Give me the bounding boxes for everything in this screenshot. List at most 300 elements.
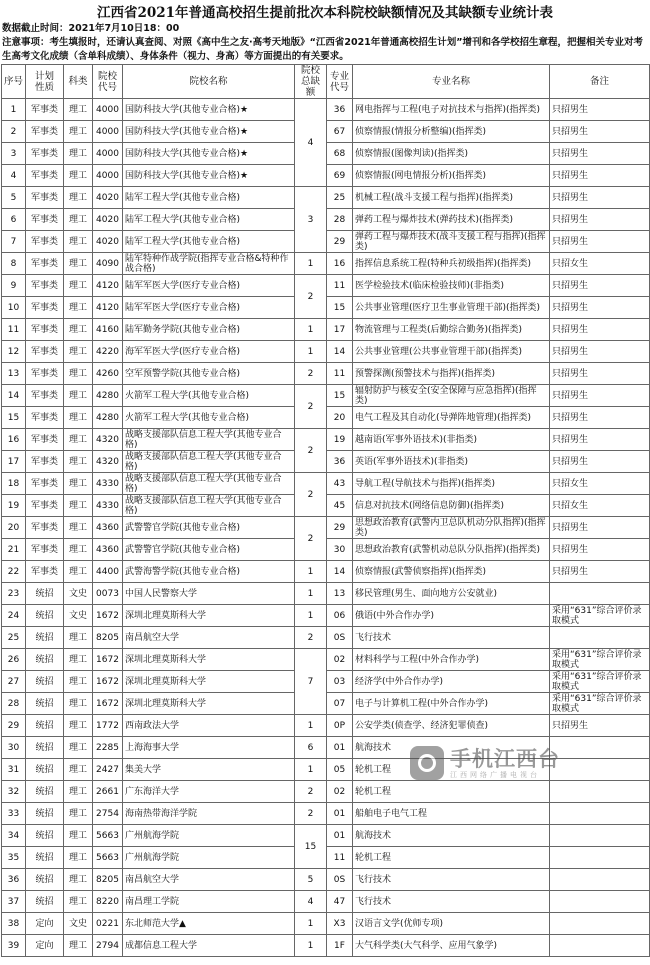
plan-nature: 军事类 [26,187,64,209]
subject-type: 理工 [64,781,93,803]
school-code: 4090 [93,253,123,275]
notice-text: 注意事项：考生填报时，还请认真查阅、对照《高中生之友·高考天地版》“江西省2021年普通高校招生计划”增刊和各学校招生章程，把握相关专业对考生高考文化成绩（含单科成绩）、身体条件（视力、身高）等方面提出的有关要求。 [2,37,644,62]
school-name: 陆军军医大学(医疗专业合格) [123,275,295,297]
major-code: 14 [327,561,353,583]
school-name: 国防科技大学(其他专业合格)★ [123,121,295,143]
school-code: 4320 [93,451,123,473]
remark: 只招男生 [550,429,650,451]
remark: 只招男生 [550,165,650,187]
table-row [2,627,650,649]
subject-type: 理工 [64,209,93,231]
major-code: 15 [327,385,353,407]
table-row [2,275,650,297]
row-no: 19 [2,495,26,517]
subject-type: 理工 [64,737,93,759]
watermark-title: 手机江西台 [450,746,560,771]
table-row [2,803,650,825]
remark [550,891,650,913]
subject-type: 理工 [64,649,93,671]
major-code: 43 [327,473,353,495]
data-deadline: 数据截止时间：2021年7月10日18：00 [2,23,180,34]
header-code: 院校 代号 [93,65,123,99]
school-name: 火箭军工程大学(其他专业合格) [123,407,295,429]
remark: 只招男生 [550,275,650,297]
row-no: 39 [2,935,26,957]
major-code: 1F [327,935,353,957]
subject-type: 理工 [64,165,93,187]
school-code: 4120 [93,297,123,319]
row-no: 13 [2,363,26,385]
subject-type: 理工 [64,627,93,649]
row-no: 36 [2,869,26,891]
table-row [2,891,650,913]
remark: 只招男生 [550,99,650,121]
school-total-vacancy: 5 [295,869,327,891]
school-name: 广州航海学院 [123,847,295,869]
plan-nature: 军事类 [26,231,64,253]
subject-type: 理工 [64,495,93,517]
major-name: 指挥信息系统工程(特种兵初级指挥)(指挥类) [353,253,550,275]
major-name: 航海技术 [353,825,550,847]
major-name: 导航工程(导航技术与指挥)(指挥类) [353,473,550,495]
major-name: 侦察情报(武警侦察指挥)(指挥类) [353,561,550,583]
table-row [2,737,650,759]
table-row [2,363,650,385]
major-name: 弹药工程与爆炸技术(弹药技术)(指挥类) [353,209,550,231]
table-row [2,649,650,671]
school-name: 陆军特种作战学院(指挥专业合格&特种作战合格) [123,253,295,275]
subject-type: 文史 [64,605,93,627]
school-name: 海南热带海洋学院 [123,803,295,825]
school-code: 5663 [93,847,123,869]
major-code: 11 [327,275,353,297]
school-total-vacancy: 4 [295,99,327,187]
row-no: 8 [2,253,26,275]
major-name: 网电指挥与工程(电子对抗技术与指挥)(指挥类) [353,99,550,121]
major-name: 轮机工程 [353,759,550,781]
plan-nature: 军事类 [26,451,64,473]
table-row [2,517,650,539]
school-code: 2285 [93,737,123,759]
row-no: 1 [2,99,26,121]
school-total-vacancy: 1 [295,583,327,605]
row-no: 5 [2,187,26,209]
subject-type: 理工 [64,385,93,407]
header-school: 院校名称 [123,65,295,99]
school-name: 陆军工程大学(其他专业合格) [123,187,295,209]
plan-nature: 统招 [26,891,64,913]
remark [550,913,650,935]
table-row [2,825,650,847]
major-code: 03 [327,671,353,693]
subject-type: 理工 [64,121,93,143]
remark: 采用“631”综合评价录取模式 [550,605,650,627]
major-code: 01 [327,803,353,825]
subject-type: 理工 [64,429,93,451]
remark: 只招男生 [550,539,650,561]
row-no: 37 [2,891,26,913]
row-no: 32 [2,781,26,803]
school-name: 东北师范大学▲ [123,913,295,935]
header-note: 备注 [550,65,650,99]
major-name: 英语(军事外语技术)(非指类) [353,451,550,473]
vacancy-table [1,64,650,957]
school-code: 4000 [93,121,123,143]
major-name: 公共事业管理(公共事业管理干部)(指挥类) [353,341,550,363]
school-name: 武警警官学院(其他专业合格) [123,517,295,539]
subject-type: 理工 [64,891,93,913]
plan-nature: 军事类 [26,385,64,407]
school-total-vacancy: 2 [295,429,327,473]
school-name: 国防科技大学(其他专业合格)★ [123,99,295,121]
school-total-vacancy: 4 [295,891,327,913]
major-code: 45 [327,495,353,517]
subject-type: 理工 [64,759,93,781]
major-name: 移民管理(男生、面向地方公安就业) [353,583,550,605]
table-row [2,759,650,781]
school-code: 0073 [93,583,123,605]
table-row [2,583,650,605]
school-total-vacancy: 1 [295,913,327,935]
table-row [2,605,650,627]
plan-nature: 军事类 [26,363,64,385]
header-subject: 科类 [64,65,93,99]
school-total-vacancy: 1 [295,561,327,583]
school-name: 空军预警学院(其他专业合格) [123,363,295,385]
major-code: 25 [327,187,353,209]
plan-nature: 军事类 [26,275,64,297]
remark [550,627,650,649]
plan-nature: 统招 [26,583,64,605]
remark: 采用“631”综合评价录取模式 [550,693,650,715]
table-row [2,99,650,121]
remark: 只招男生 [550,187,650,209]
plan-nature: 军事类 [26,209,64,231]
row-no: 16 [2,429,26,451]
table-row [2,561,650,583]
school-total-vacancy: 1 [295,253,327,275]
table-body [2,99,650,957]
major-code: 01 [327,825,353,847]
school-total-vacancy: 2 [295,275,327,319]
remark: 只招女生 [550,473,650,495]
school-total-vacancy: 1 [295,935,327,957]
remark: 只招女生 [550,495,650,517]
school-name: 深圳北理莫斯科大学 [123,605,295,627]
school-name: 中国人民警察大学 [123,583,295,605]
school-code: 4020 [93,187,123,209]
major-code: 69 [327,165,353,187]
remark: 只招男生 [550,297,650,319]
school-name: 火箭军工程大学(其他专业合格) [123,385,295,407]
major-code: 28 [327,209,353,231]
school-code: 4320 [93,429,123,451]
major-code: 02 [327,781,353,803]
remark [550,935,650,957]
remark: 只招男生 [550,231,650,253]
school-name: 武警警官学院(其他专业合格) [123,539,295,561]
school-code: 8220 [93,891,123,913]
major-code: 11 [327,363,353,385]
row-no: 7 [2,231,26,253]
school-code: 1672 [93,605,123,627]
major-name: 飞行技术 [353,869,550,891]
subject-type: 理工 [64,517,93,539]
major-name: 船舶电子电气工程 [353,803,550,825]
school-name: 战略支援部队信息工程大学(其他专业合格) [123,451,295,473]
school-code: 1672 [93,649,123,671]
school-total-vacancy: 2 [295,781,327,803]
school-code: 4160 [93,319,123,341]
school-code: 4020 [93,231,123,253]
school-total-vacancy: 1 [295,319,327,341]
major-name: 俄语(中外合作办学) [353,605,550,627]
school-code: 8205 [93,869,123,891]
school-total-vacancy: 6 [295,737,327,759]
school-total-vacancy: 1 [295,759,327,781]
remark: 只招男生 [550,715,650,737]
row-no: 29 [2,715,26,737]
major-name: 预警探测(预警技术与指挥)(指挥类) [353,363,550,385]
school-name: 战略支援部队信息工程大学(其他专业合格) [123,495,295,517]
major-name: 医学检验技术(临床检验技师)(非指类) [353,275,550,297]
subject-type: 理工 [64,319,93,341]
major-code: 67 [327,121,353,143]
school-name: 海军军医大学(医疗专业合格) [123,341,295,363]
subject-type: 理工 [64,297,93,319]
row-no: 30 [2,737,26,759]
subject-type: 理工 [64,825,93,847]
table-row [2,913,650,935]
table-row [2,473,650,495]
table-row [2,715,650,737]
row-no: 18 [2,473,26,495]
subject-type: 理工 [64,407,93,429]
subject-type: 文史 [64,913,93,935]
school-name: 陆军军医大学(医疗专业合格) [123,297,295,319]
school-name: 战略支援部队信息工程大学(其他专业合格) [123,473,295,495]
major-name: 侦察情报(图像判读)(指挥类) [353,143,550,165]
plan-nature: 军事类 [26,165,64,187]
school-code: 4280 [93,407,123,429]
major-name: 公安学类(侦查学、经济犯罪侦查) [353,715,550,737]
school-name: 上海海事大学 [123,737,295,759]
plan-nature: 统招 [26,781,64,803]
header-major-code: 专业 代号 [327,65,353,99]
remark [550,825,650,847]
school-code: 2794 [93,935,123,957]
school-name: 广东海洋大学 [123,781,295,803]
table-row [2,319,650,341]
major-name: 信息对抗技术(网络信息防御)(指挥类) [353,495,550,517]
school-name: 集美大学 [123,759,295,781]
major-name: 侦察情报(网电情报分析)(指挥类) [353,165,550,187]
major-code: 29 [327,517,353,539]
row-no: 28 [2,693,26,715]
major-name: 电子与计算机工程(中外合作办学) [353,693,550,715]
remark: 只招男生 [550,319,650,341]
plan-nature: 定向 [26,913,64,935]
major-name: 弹药工程与爆炸技术(战斗支援工程与指挥)(指挥类) [353,231,550,253]
remark: 采用“631”综合评价录取模式 [550,671,650,693]
school-name: 成都信息工程大学 [123,935,295,957]
school-total-vacancy: 3 [295,187,327,253]
plan-nature: 统招 [26,693,64,715]
remark: 只招男生 [550,451,650,473]
plan-nature: 军事类 [26,143,64,165]
school-total-vacancy: 2 [295,627,327,649]
subject-type: 理工 [64,693,93,715]
plan-nature: 军事类 [26,121,64,143]
remark: 只招男生 [550,143,650,165]
subject-type: 理工 [64,869,93,891]
remark: 只招女生 [550,253,650,275]
school-code: 2661 [93,781,123,803]
school-total-vacancy: 2 [295,473,327,517]
remark: 只招男生 [550,209,650,231]
plan-nature: 统招 [26,715,64,737]
plan-nature: 军事类 [26,561,64,583]
major-name: 材料科学与工程(中外合作办学) [353,649,550,671]
school-name: 深圳北理莫斯科大学 [123,649,295,671]
row-no: 2 [2,121,26,143]
school-name: 深圳北理莫斯科大学 [123,671,295,693]
table-row [2,781,650,803]
plan-nature: 统招 [26,737,64,759]
plan-nature: 统招 [26,649,64,671]
school-code: 1672 [93,693,123,715]
major-code: 11 [327,847,353,869]
major-name: 轮机工程 [353,847,550,869]
school-code: 4280 [93,385,123,407]
row-no: 4 [2,165,26,187]
remark [550,781,650,803]
row-no: 24 [2,605,26,627]
row-no: 21 [2,539,26,561]
subject-type: 理工 [64,715,93,737]
school-code: 4330 [93,473,123,495]
school-code: 4000 [93,143,123,165]
remark: 只招男生 [550,517,650,539]
plan-nature: 军事类 [26,473,64,495]
major-code: 36 [327,451,353,473]
remark: 只招男生 [550,407,650,429]
plan-nature: 军事类 [26,407,64,429]
page-title: 江西省2021年普通高校招生提前批次本科院校缺额情况及其缺额专业统计表 [96,5,554,21]
row-no: 25 [2,627,26,649]
major-code: 29 [327,231,353,253]
row-no: 15 [2,407,26,429]
major-code: 19 [327,429,353,451]
school-name: 西南政法大学 [123,715,295,737]
plan-nature: 定向 [26,935,64,957]
major-name: 越南语(军事外语技术)(非指类) [353,429,550,451]
school-code: 4260 [93,363,123,385]
school-code: 4020 [93,209,123,231]
major-name: 航海技术 [353,737,550,759]
remark: 采用“631”综合评价录取模式 [550,649,650,671]
remark: 只招男生 [550,385,650,407]
remark [550,869,650,891]
major-name: 轮机工程 [353,781,550,803]
row-no: 11 [2,319,26,341]
school-total-vacancy: 2 [295,803,327,825]
school-name: 南昌航空大学 [123,627,295,649]
subject-type: 理工 [64,231,93,253]
school-total-vacancy: 15 [295,825,327,869]
major-name: 机械工程(战斗支援工程与指挥)(指挥类) [353,187,550,209]
plan-nature: 统招 [26,627,64,649]
row-no: 3 [2,143,26,165]
major-code: 05 [327,759,353,781]
major-code: 16 [327,253,353,275]
row-no: 35 [2,847,26,869]
major-code: 06 [327,605,353,627]
subject-type: 理工 [64,671,93,693]
major-name: 思想政治教育(武警机动总队分队指挥)(指挥类) [353,539,550,561]
header-no: 序号 [2,65,26,99]
plan-nature: 军事类 [26,517,64,539]
plan-nature: 统招 [26,869,64,891]
school-name: 国防科技大学(其他专业合格)★ [123,143,295,165]
plan-nature: 统招 [26,847,64,869]
major-name: 思想政治教育(武警内卫总队机动分队指挥)(指挥类) [353,517,550,539]
major-name: 汉语言文学(优师专项) [353,913,550,935]
plan-nature: 军事类 [26,429,64,451]
row-no: 6 [2,209,26,231]
school-total-vacancy: 1 [295,605,327,627]
major-code: 36 [327,99,353,121]
table-row [2,385,650,407]
plan-nature: 军事类 [26,319,64,341]
header-nature: 计划 性质 [26,65,64,99]
table-header-row [2,65,650,99]
plan-nature: 统招 [26,605,64,627]
major-code: 17 [327,319,353,341]
school-name: 陆军勤务学院(其他专业合格) [123,319,295,341]
school-code: 4360 [93,517,123,539]
school-total-vacancy: 1 [295,715,327,737]
school-code: 0221 [93,913,123,935]
subject-type: 理工 [64,847,93,869]
plan-nature: 军事类 [26,297,64,319]
major-name: 大气科学类(大气科学、应用气象学) [353,935,550,957]
plan-nature: 军事类 [26,253,64,275]
row-no: 23 [2,583,26,605]
major-code: 14 [327,341,353,363]
header-major: 专业名称 [353,65,550,99]
school-name: 国防科技大学(其他专业合格)★ [123,165,295,187]
row-no: 26 [2,649,26,671]
major-name: 飞行技术 [353,627,550,649]
major-name: 侦察情报(情报分析整编)(指挥类) [353,121,550,143]
table-row [2,253,650,275]
major-name: 辐射防护与核安全(安全保障与应急指挥)(指挥类) [353,385,550,407]
school-code: 4220 [93,341,123,363]
table-row [2,341,650,363]
school-code: 4360 [93,539,123,561]
plan-nature: 统招 [26,671,64,693]
row-no: 31 [2,759,26,781]
subject-type: 理工 [64,803,93,825]
table-row [2,935,650,957]
school-name: 南昌理工学院 [123,891,295,913]
major-code: 13 [327,583,353,605]
remark [550,583,650,605]
row-no: 20 [2,517,26,539]
school-code: 2427 [93,759,123,781]
subject-type: 理工 [64,935,93,957]
